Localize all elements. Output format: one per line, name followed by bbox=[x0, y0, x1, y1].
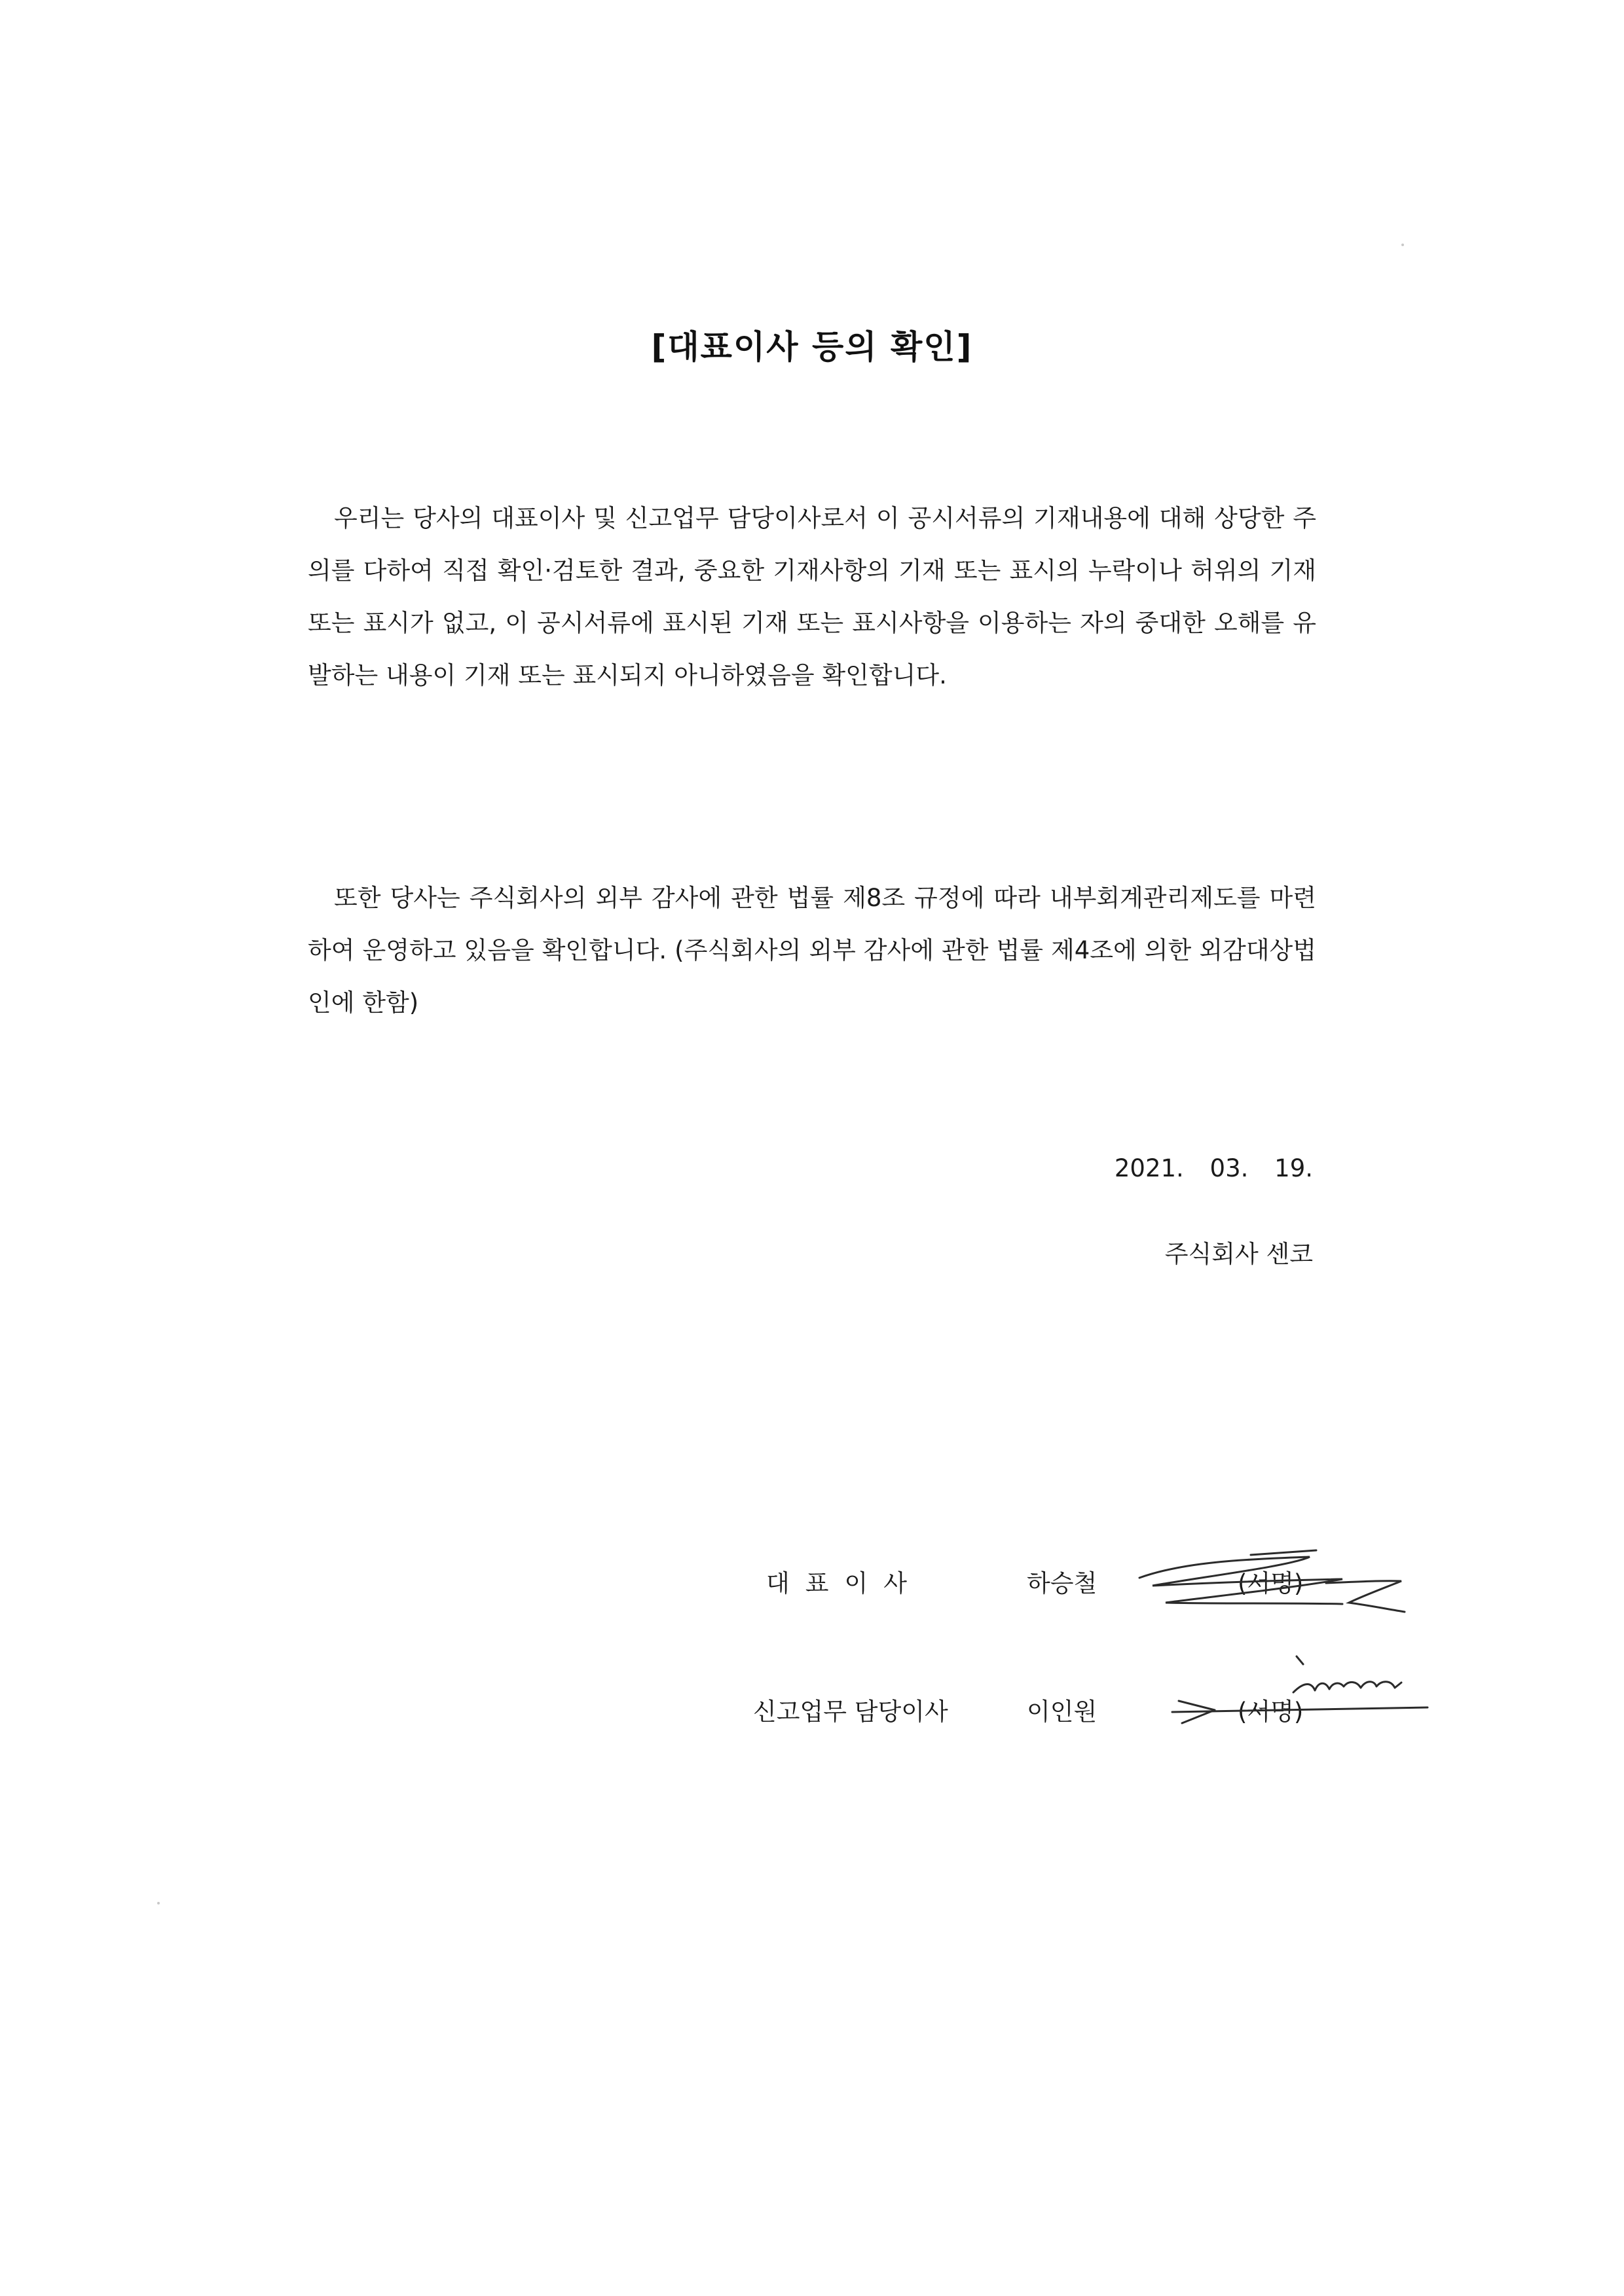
signature-label: (서명) bbox=[1238, 1569, 1304, 1597]
signatory-name: 하승철 bbox=[1027, 1569, 1098, 1597]
document-date: 2021. 03. 19. bbox=[1114, 1154, 1313, 1182]
handwritten-signature bbox=[1166, 1650, 1441, 1748]
handwritten-signature bbox=[1126, 1525, 1414, 1624]
signatory-name: 이인원 bbox=[1027, 1698, 1098, 1726]
document-title: [대표이사 등의 확인] bbox=[651, 328, 973, 366]
signatory-role: 신고업무 담당이사 bbox=[753, 1698, 948, 1726]
confirmation-paragraph bbox=[308, 492, 1316, 702]
confirmation-paragraph-text: 우리는 당사의 대표이사 및 신고업무 담당이사로서 이 공시서류의 기재내용에 대해 상당한 주의를 다하여 직접 확인·검토한 결과, 중요한 기재사항의 기재 또는 표시의 누락이나 허위의 기재 또는 표시가 없고, 이 공시서류에 표시된 기재 또는 표시사항을 이용하는 자의 중대한 오해를 유발하는 내용이 기재 또는 표시되지 아니하였음을 확인합니다. bbox=[308, 504, 1316, 689]
signatory-role: 대표이사 bbox=[766, 1569, 923, 1597]
internal-control-paragraph-text: 또한 당사는 주식회사의 외부 감사에 관한 법률 제8조 규정에 따라 내부회계관리제도를 마련하여 운영하고 있음을 확인합니다. (주식회사의 외부 감사에 관한 법률 제4조에 의한 외감대상법인에 한함) bbox=[308, 884, 1316, 1017]
scan-speck bbox=[157, 1902, 160, 1904]
internal-control-paragraph bbox=[308, 872, 1316, 1029]
company-name: 주식회사 센코 bbox=[1164, 1240, 1313, 1268]
scan-speck bbox=[1401, 244, 1404, 246]
signature-label: (서명) bbox=[1238, 1698, 1304, 1726]
